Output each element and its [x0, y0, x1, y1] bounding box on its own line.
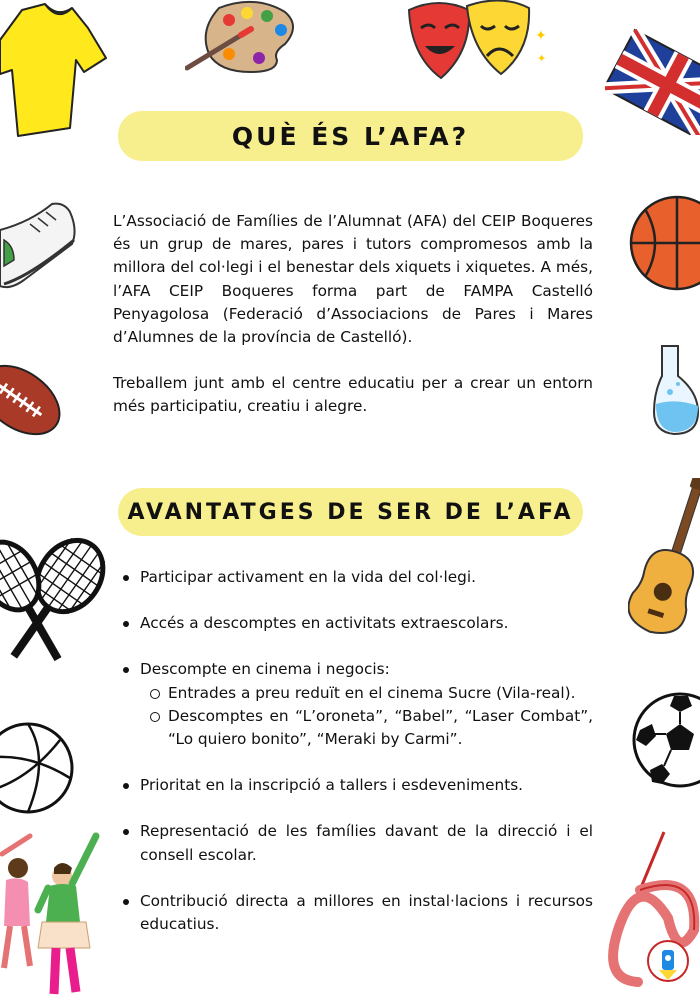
paint-palette-icon	[185, 0, 300, 75]
list-item-text: Descompte en cinema i negocis:	[140, 660, 390, 679]
afa-mission-paragraph: Treballem junt amb el centre educatiu per a crear un entorn més participatiu, creatiu i alegre.	[113, 374, 593, 416]
advantages-list	[122, 566, 593, 936]
svg-text:✦: ✦	[537, 52, 547, 65]
what-is-afa-title: QUÈ ÉS L’AFA?	[118, 111, 583, 161]
list-item-text: Accés a descomptes en activitats extraescolars.	[140, 614, 509, 633]
uk-flag-icon	[605, 20, 700, 135]
advantages-title: AVANTATGES DE SER DE L’AFA	[118, 488, 583, 536]
svg-text:✦: ✦	[535, 28, 547, 44]
list-item	[122, 612, 593, 635]
afa-description-paragraph: L’Associació de Famílies de l’Alumnat (AFA) del CEIP Boqueres és un grup de mares, pares i tutors compromesos amb la millora del col·legi i el benestar dels xiquets i xiquetes. A més, l’AFA CEIP Boqueres forma part de FAMPA Castelló Penyagolosa (Federació d’Associacions de Pares i Mares d’Alumnes de la província de Castelló).	[113, 212, 593, 347]
flask-icon	[648, 342, 700, 437]
list-item	[122, 890, 593, 936]
theater-masks-icon	[405, 0, 555, 90]
soccer-ball-icon	[630, 690, 700, 790]
list-item-text: Contribució directa a millores en instal·lacions i recursos educatius.	[140, 891, 593, 934]
list-item	[122, 566, 593, 589]
sublist-item: Descomptes en “L’oroneta”, “Babel”, “Laser Combat”, “Lo quiero bonito”, “Meraki by Carmi”.	[140, 705, 593, 751]
discount-sublist	[140, 682, 593, 752]
dancers-icon	[0, 828, 112, 1000]
list-item-text: Prioritat en la inscripció a tallers i esdeveniments.	[140, 776, 524, 795]
tennis-rackets-icon	[0, 536, 112, 681]
list-item	[122, 658, 593, 751]
sneaker-icon	[0, 200, 78, 295]
guitar-icon	[628, 478, 700, 643]
list-item-text: Representació de les famílies davant de la direcció i el consell escolar.	[140, 822, 593, 864]
list-item-text: Participar activament en la vida del col·legi.	[140, 568, 476, 586]
list-item	[122, 820, 593, 866]
yellow-tshirt-icon	[0, 0, 110, 140]
volleyball-icon	[0, 718, 75, 818]
basketball-icon	[625, 193, 700, 293]
list-item	[122, 774, 593, 797]
afa-logo-icon	[645, 938, 691, 988]
sublist-item: Entrades a preu reduït en el cinema Sucre (Vila-real).	[140, 682, 593, 705]
football-icon	[0, 352, 65, 447]
